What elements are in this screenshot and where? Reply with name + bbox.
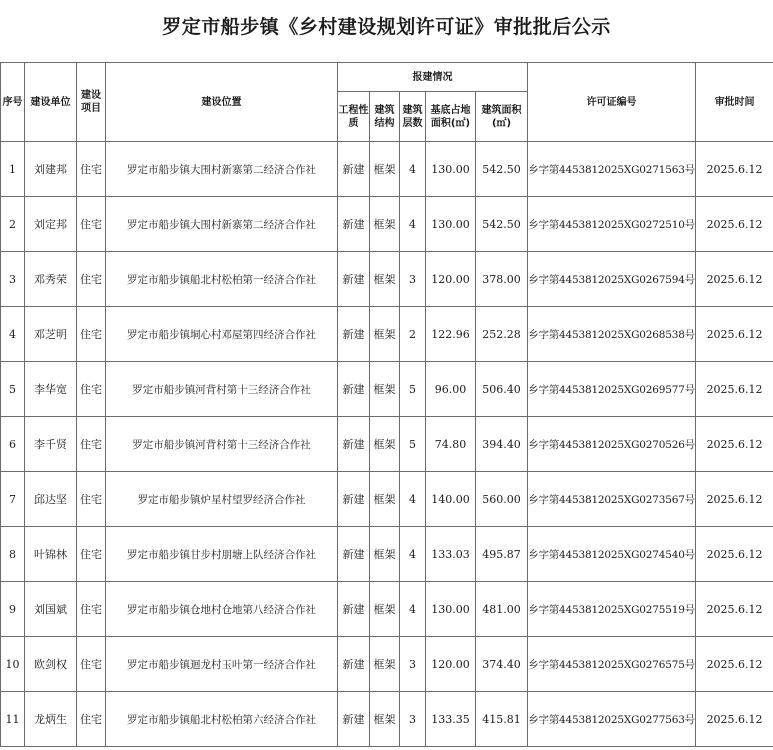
cell-location: 罗定市船步镇垌心村邓屋第四经济合作社 bbox=[106, 307, 338, 362]
cell-build-area: 560.00 bbox=[476, 472, 528, 527]
header-structure: 建筑结构 bbox=[370, 92, 400, 142]
page-title: 罗定市船步镇《乡村建设规划许可证》审批批后公示 bbox=[162, 16, 611, 38]
cell-base-area: 133.35 bbox=[426, 692, 476, 747]
table-row bbox=[1, 142, 773, 197]
cell-date: 2025.6.12 bbox=[696, 417, 773, 472]
header-project: 建设项目 bbox=[77, 63, 106, 142]
cell-base-area: 130.00 bbox=[426, 582, 476, 637]
cell-project: 住宅 bbox=[77, 142, 106, 197]
cell-permit: 乡字第4453812025XG0276575号 bbox=[528, 637, 696, 692]
cell-permit: 乡字第4453812025XG0270526号 bbox=[528, 417, 696, 472]
cell-date: 2025.6.12 bbox=[696, 197, 773, 252]
cell-unit: 李千贤 bbox=[25, 417, 77, 472]
cell-date: 2025.6.12 bbox=[696, 527, 773, 582]
cell-base-area: 130.00 bbox=[426, 142, 476, 197]
table-row bbox=[1, 637, 773, 692]
cell-date: 2025.6.12 bbox=[696, 582, 773, 637]
header-nature: 工程性质 bbox=[338, 92, 370, 142]
cell-unit: 邱达坚 bbox=[25, 472, 77, 527]
cell-base-area: 133.03 bbox=[426, 527, 476, 582]
cell-floors: 3 bbox=[400, 252, 426, 307]
cell-index: 9 bbox=[1, 582, 25, 637]
table-row bbox=[1, 692, 773, 747]
header-index: 序号 bbox=[1, 63, 25, 142]
cell-base-area: 120.00 bbox=[426, 252, 476, 307]
cell-date: 2025.6.12 bbox=[696, 252, 773, 307]
cell-location: 罗定市船步镇炉星村望罗经济合作社 bbox=[106, 472, 338, 527]
cell-date: 2025.6.12 bbox=[696, 637, 773, 692]
cell-structure: 框架 bbox=[370, 582, 400, 637]
cell-date: 2025.6.12 bbox=[696, 692, 773, 747]
cell-nature: 新建 bbox=[338, 692, 370, 747]
cell-location: 罗定市船步镇迴龙村玉叶第一经济合作社 bbox=[106, 637, 338, 692]
cell-permit: 乡字第4453812025XG0267594号 bbox=[528, 252, 696, 307]
cell-location: 罗定市船步镇船北村松柏第六经济合作社 bbox=[106, 692, 338, 747]
cell-nature: 新建 bbox=[338, 637, 370, 692]
cell-floors: 3 bbox=[400, 637, 426, 692]
cell-project: 住宅 bbox=[77, 692, 106, 747]
cell-nature: 新建 bbox=[338, 362, 370, 417]
header-group: 报建情况 bbox=[338, 63, 528, 92]
cell-location: 罗定市船步镇大围村新寨第二经济合作社 bbox=[106, 142, 338, 197]
cell-build-area: 415.81 bbox=[476, 692, 528, 747]
header-location: 建设位置 bbox=[106, 63, 338, 142]
cell-build-area: 378.00 bbox=[476, 252, 528, 307]
cell-nature: 新建 bbox=[338, 472, 370, 527]
cell-unit: 刘国斌 bbox=[25, 582, 77, 637]
cell-base-area: 122.96 bbox=[426, 307, 476, 362]
cell-index: 7 bbox=[1, 472, 25, 527]
cell-floors: 4 bbox=[400, 472, 426, 527]
cell-location: 罗定市船步镇仓地村仓地第八经济合作社 bbox=[106, 582, 338, 637]
table-row bbox=[1, 362, 773, 417]
cell-project: 住宅 bbox=[77, 307, 106, 362]
cell-project: 住宅 bbox=[77, 472, 106, 527]
cell-build-area: 394.40 bbox=[476, 417, 528, 472]
cell-build-area: 542.50 bbox=[476, 142, 528, 197]
cell-permit: 乡字第4453812025XG0271563号 bbox=[528, 142, 696, 197]
cell-nature: 新建 bbox=[338, 252, 370, 307]
cell-unit: 刘定邦 bbox=[25, 197, 77, 252]
cell-structure: 框架 bbox=[370, 417, 400, 472]
cell-build-area: 495.87 bbox=[476, 527, 528, 582]
cell-location: 罗定市船步镇河背村第十三经济合作社 bbox=[106, 417, 338, 472]
cell-unit: 龙炳生 bbox=[25, 692, 77, 747]
cell-floors: 2 bbox=[400, 307, 426, 362]
cell-location: 罗定市船步镇河背村第十三经济合作社 bbox=[106, 362, 338, 417]
header-floors: 建筑层数 bbox=[400, 92, 426, 142]
cell-date: 2025.6.12 bbox=[696, 362, 773, 417]
cell-permit: 乡字第4453812025XG0275519号 bbox=[528, 582, 696, 637]
cell-build-area: 542.50 bbox=[476, 197, 528, 252]
header-build-area: 建筑面积(㎡) bbox=[476, 92, 528, 142]
cell-project: 住宅 bbox=[77, 252, 106, 307]
cell-floors: 4 bbox=[400, 527, 426, 582]
cell-floors: 5 bbox=[400, 362, 426, 417]
cell-index: 1 bbox=[1, 142, 25, 197]
cell-floors: 4 bbox=[400, 197, 426, 252]
cell-permit: 乡字第4453812025XG0273567号 bbox=[528, 472, 696, 527]
cell-index: 4 bbox=[1, 307, 25, 362]
cell-location: 罗定市船步镇船北村松柏第一经济合作社 bbox=[106, 252, 338, 307]
cell-floors: 5 bbox=[400, 417, 426, 472]
cell-floors: 4 bbox=[400, 582, 426, 637]
cell-floors: 4 bbox=[400, 142, 426, 197]
cell-date: 2025.6.12 bbox=[696, 472, 773, 527]
header-date: 审批时间 bbox=[696, 63, 773, 142]
cell-index: 5 bbox=[1, 362, 25, 417]
cell-unit: 邓秀荣 bbox=[25, 252, 77, 307]
cell-unit: 刘建邦 bbox=[25, 142, 77, 197]
cell-nature: 新建 bbox=[338, 527, 370, 582]
cell-structure: 框架 bbox=[370, 362, 400, 417]
table-row bbox=[1, 307, 773, 362]
cell-permit: 乡字第4453812025XG0269577号 bbox=[528, 362, 696, 417]
cell-floors: 3 bbox=[400, 692, 426, 747]
table-row bbox=[1, 252, 773, 307]
cell-structure: 框架 bbox=[370, 142, 400, 197]
table-row bbox=[1, 527, 773, 582]
cell-nature: 新建 bbox=[338, 307, 370, 362]
cell-base-area: 130.00 bbox=[426, 197, 476, 252]
cell-base-area: 96.00 bbox=[426, 362, 476, 417]
cell-base-area: 74.80 bbox=[426, 417, 476, 472]
cell-location: 罗定市船步镇大围村新寨第二经济合作社 bbox=[106, 197, 338, 252]
cell-structure: 框架 bbox=[370, 527, 400, 582]
cell-project: 住宅 bbox=[77, 582, 106, 637]
cell-structure: 框架 bbox=[370, 307, 400, 362]
table-row bbox=[1, 472, 773, 527]
cell-location: 罗定市船步镇甘步村朋塘上队经济合作社 bbox=[106, 527, 338, 582]
cell-build-area: 506.40 bbox=[476, 362, 528, 417]
table-row bbox=[1, 582, 773, 637]
cell-date: 2025.6.12 bbox=[696, 307, 773, 362]
cell-permit: 乡字第4453812025XG0268538号 bbox=[528, 307, 696, 362]
cell-project: 住宅 bbox=[77, 637, 106, 692]
cell-date: 2025.6.12 bbox=[696, 142, 773, 197]
header-unit: 建设单位 bbox=[25, 63, 77, 142]
cell-index: 2 bbox=[1, 197, 25, 252]
cell-base-area: 140.00 bbox=[426, 472, 476, 527]
cell-unit: 欧剑权 bbox=[25, 637, 77, 692]
cell-index: 3 bbox=[1, 252, 25, 307]
cell-nature: 新建 bbox=[338, 197, 370, 252]
cell-unit: 叶锦林 bbox=[25, 527, 77, 582]
header-base-area: 基底占地面积(㎡) bbox=[426, 92, 476, 142]
cell-nature: 新建 bbox=[338, 142, 370, 197]
cell-index: 11 bbox=[1, 692, 25, 747]
cell-structure: 框架 bbox=[370, 637, 400, 692]
cell-project: 住宅 bbox=[77, 197, 106, 252]
cell-index: 10 bbox=[1, 637, 25, 692]
cell-unit: 李华宽 bbox=[25, 362, 77, 417]
header-permit: 许可证编号 bbox=[528, 63, 696, 142]
cell-index: 6 bbox=[1, 417, 25, 472]
cell-structure: 框架 bbox=[370, 252, 400, 307]
cell-base-area: 120.00 bbox=[426, 637, 476, 692]
cell-project: 住宅 bbox=[77, 527, 106, 582]
cell-structure: 框架 bbox=[370, 692, 400, 747]
cell-project: 住宅 bbox=[77, 362, 106, 417]
cell-index: 8 bbox=[1, 527, 25, 582]
cell-build-area: 252.28 bbox=[476, 307, 528, 362]
cell-structure: 框架 bbox=[370, 472, 400, 527]
cell-project: 住宅 bbox=[77, 417, 106, 472]
cell-permit: 乡字第4453812025XG0277563号 bbox=[528, 692, 696, 747]
cell-nature: 新建 bbox=[338, 417, 370, 472]
cell-nature: 新建 bbox=[338, 582, 370, 637]
cell-unit: 邓芝明 bbox=[25, 307, 77, 362]
cell-structure: 框架 bbox=[370, 197, 400, 252]
permit-table bbox=[0, 62, 773, 747]
table-row bbox=[1, 417, 773, 472]
table-row bbox=[1, 197, 773, 252]
cell-build-area: 374.40 bbox=[476, 637, 528, 692]
cell-permit: 乡字第4453812025XG0272510号 bbox=[528, 197, 696, 252]
cell-build-area: 481.00 bbox=[476, 582, 528, 637]
cell-permit: 乡字第4453812025XG0274540号 bbox=[528, 527, 696, 582]
